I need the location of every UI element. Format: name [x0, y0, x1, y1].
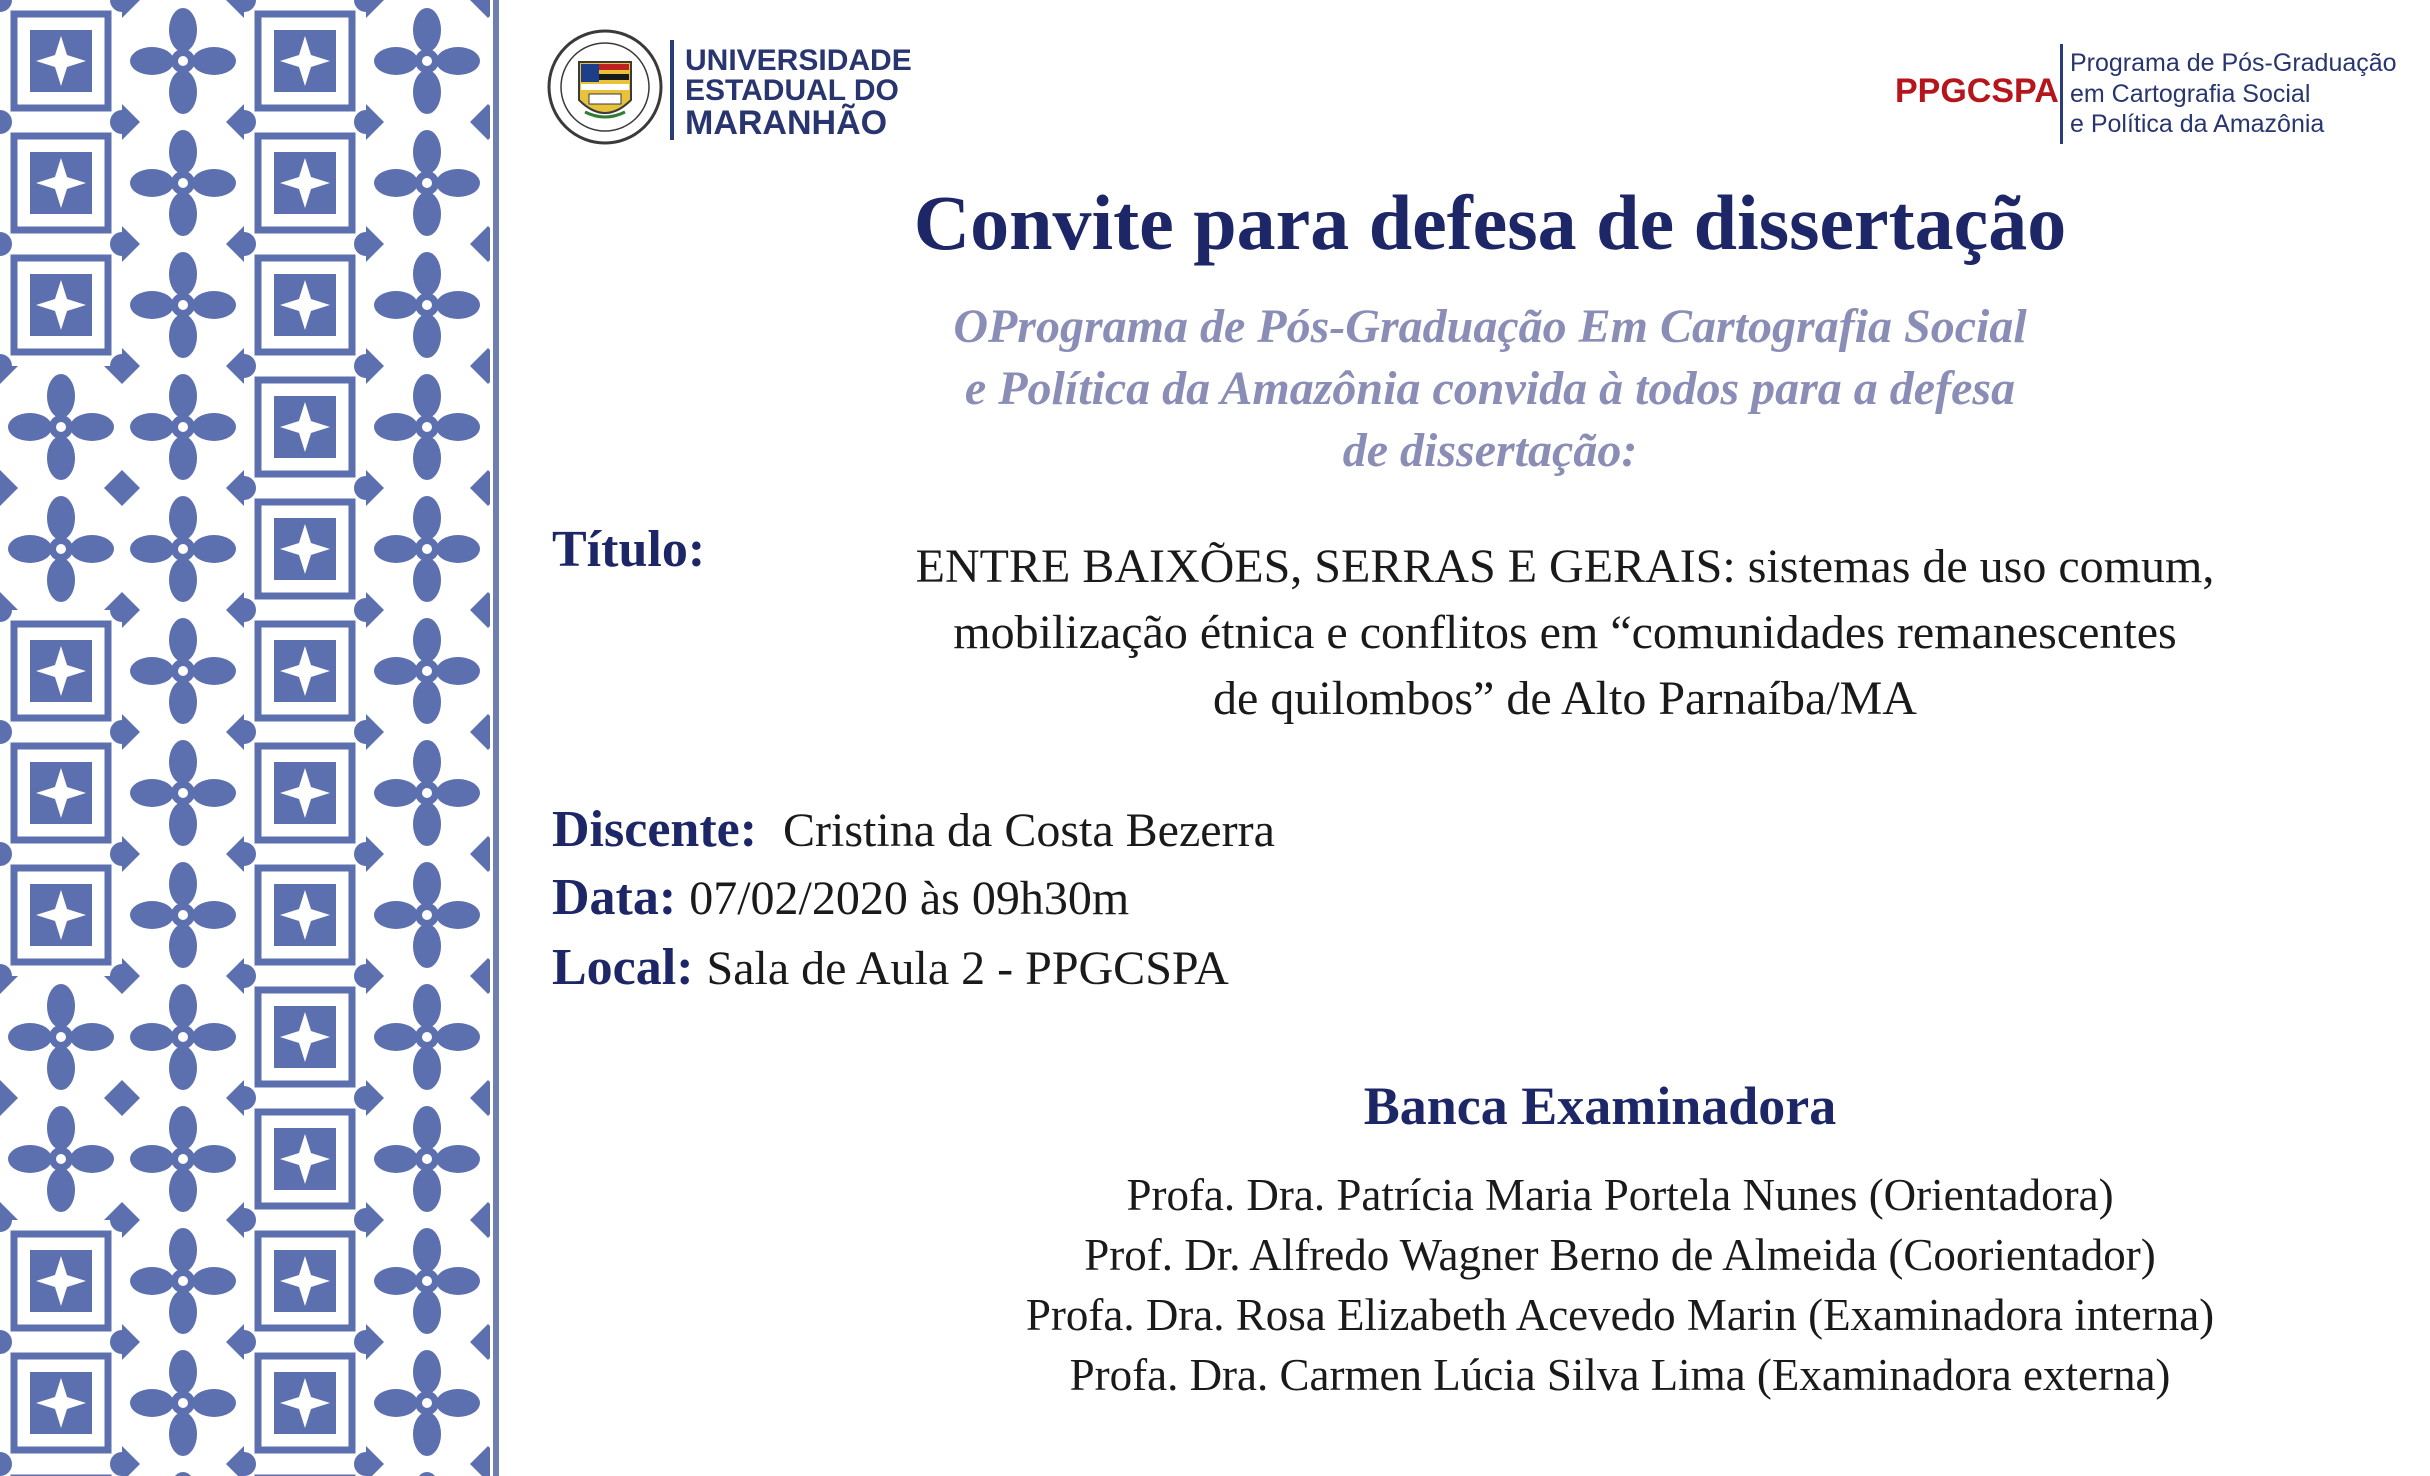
ppgcspa-name: [2070, 48, 2397, 140]
titulo-label: Título:: [552, 521, 706, 578]
invitation-title: Convite para defesa de dissertação: [913, 179, 2067, 266]
dissertation-title-line: mobilização étnica e conflitos em “comunidades remanescentes: [953, 606, 2177, 659]
data-value: 07/02/2020 às 09h30m: [689, 872, 1130, 925]
dissertation-title-line: ENTRE BAIXÕES, SERRAS E GERAIS: sistemas de uso comum,: [915, 540, 2215, 593]
uema-name-line: MARANHÃO: [685, 104, 888, 142]
local-value: Sala de Aula 2 - PPGCSPA: [706, 942, 1229, 995]
local-row: [552, 938, 1229, 997]
ppgcspa-divider: [2060, 44, 2063, 144]
banca-title: Banca Examinadora: [1363, 1076, 1837, 1136]
uema-seal-icon: [545, 22, 665, 152]
discente-label: Discente:: [552, 801, 758, 858]
azulejo-tile-pattern: [0, 0, 490, 1476]
ppgcspa-logo: [1895, 44, 2415, 144]
ppgcspa-acronym: PPGCSPA: [1895, 72, 2059, 110]
tile-border-line: [493, 0, 499, 1476]
uema-divider: [670, 40, 674, 140]
dissertation-title-line: de quilombos” de Alto Parnaíba/MA: [1213, 672, 1917, 725]
intro-line: OPrograma de Pós-Graduação Em Cartografia Social: [953, 300, 2027, 353]
data-label: Data:: [552, 869, 677, 926]
ppgcspa-name-line: em Cartografia Social: [2070, 79, 2311, 108]
intro-line: e Política da Amazônia convida à todos para a defesa: [964, 362, 2016, 415]
ppgcspa-name-line: e Política da Amazônia: [2070, 110, 2325, 138]
discente-value: Cristina da Costa Bezerra: [783, 804, 1275, 857]
intro-text: [780, 296, 2200, 482]
intro-line: de dissertação:: [1342, 424, 1638, 477]
local-label: Local:: [552, 939, 694, 996]
dissertation-title: [755, 534, 2375, 732]
banca-member: Profa. Dra. Patrícia Maria Portela Nunes (Orientadora): [1126, 1170, 2114, 1220]
banca-member: Profa. Dra. Rosa Elizabeth Acevedo Marin (Examinadora interna): [1025, 1290, 2215, 1340]
ppgcspa-name-line: Programa de Pós-Graduação: [2070, 49, 2397, 77]
data-row: [552, 868, 1129, 927]
banca-member: Prof. Dr. Alfredo Wagner Berno de Almeida (Coorientador): [1084, 1230, 2156, 1280]
uema-name-line: UNIVERSIDADE: [685, 44, 912, 77]
discente-row: [552, 800, 1275, 859]
banca-member: Profa. Dra. Carmen Lúcia Silva Lima (Examinadora externa): [1069, 1350, 2171, 1400]
banca-members-list: [860, 1165, 2380, 1405]
uema-name: [685, 46, 945, 140]
uema-name-line: ESTADUAL DO: [685, 74, 899, 107]
